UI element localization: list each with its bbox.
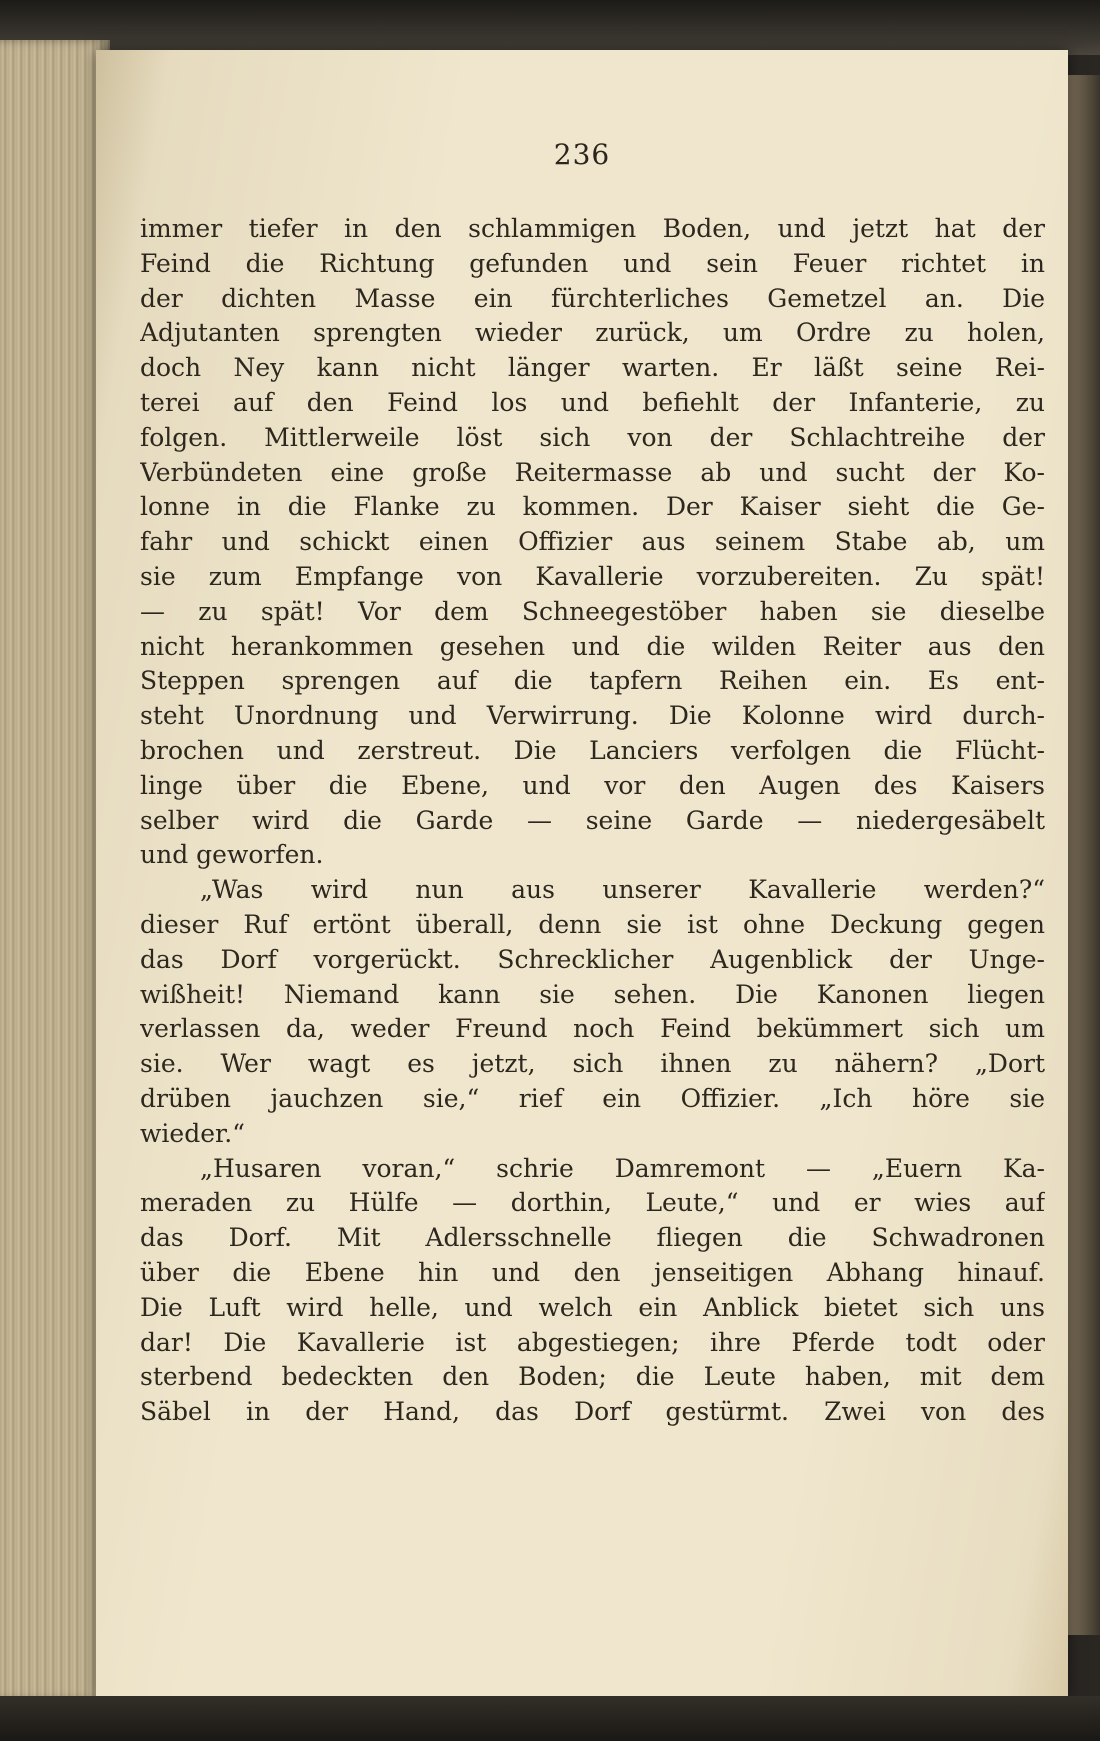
text-line: Die Luft wird helle, und welch ein Anblick bietet sich uns bbox=[140, 1292, 1045, 1322]
text-line: Feind die Richtung gefunden und sein Feuer richtet in bbox=[140, 248, 1045, 278]
text-line: „Was wird nun aus unserer Kavallerie werden?“ bbox=[200, 875, 1045, 905]
text-line: dieser Ruf ertönt überall, denn sie ist ohne Deckung gegen bbox=[140, 909, 1045, 939]
text-line: wißheit! Niemand kann sie sehen. Die Kanonen liegen bbox=[140, 979, 1045, 1009]
bottom-edge bbox=[0, 1696, 1100, 1741]
text-line: Adjutanten sprengten wieder zurück, um Ordre zu holen, bbox=[140, 318, 1045, 348]
text-line: sterbend bedeckten den Boden; die Leute haben, mit dem bbox=[140, 1362, 1045, 1392]
text-line: selber wird die Garde — seine Garde — niedergesäbelt bbox=[140, 805, 1045, 835]
text-line: steht Unordnung und Verwirrung. Die Kolonne wird durch- bbox=[140, 701, 1045, 731]
text-line: Säbel in der Hand, das Dorf gestürmt. Zwei von des bbox=[140, 1397, 1045, 1427]
text-line: „Husaren voran,“ schrie Damremont — „Euern Ka- bbox=[200, 1153, 1045, 1183]
text-line: drüben jauchzen sie,“ rief ein Offizier. „Ich höre sie bbox=[140, 1083, 1045, 1113]
text-line: nicht herankommen gesehen und die wilden Reiter aus den bbox=[140, 631, 1045, 661]
body-text bbox=[140, 212, 1045, 1430]
text-line: wieder.“ bbox=[140, 1118, 245, 1148]
text-line: über die Ebene hin und den jenseitigen Abhang hinauf. bbox=[140, 1257, 1045, 1287]
text-line: der dichten Masse ein fürchterliches Gemetzel an. Die bbox=[140, 283, 1045, 313]
text-line: linge über die Ebene, und vor den Augen des Kaisers bbox=[140, 770, 1045, 800]
text-line: Verbündeten eine große Reitermasse ab und sucht der Ko- bbox=[140, 457, 1045, 487]
text-line: brochen und zerstreut. Die Lanciers verfolgen die Flücht- bbox=[140, 735, 1045, 765]
text-line: dar! Die Kavallerie ist abgestiegen; ihre Pferde todt oder bbox=[140, 1327, 1045, 1357]
text-line: sie. Wer wagt es jetzt, sich ihnen zu nähern? „Dort bbox=[140, 1049, 1045, 1079]
binding-top-edge bbox=[0, 0, 1100, 55]
text-line: immer tiefer in den schlammigen Boden, und jetzt hat der bbox=[140, 214, 1045, 243]
text-line: folgen. Mittlerweile löst sich von der Schlachtreihe der bbox=[140, 422, 1045, 452]
text-line: und geworfen. bbox=[140, 840, 324, 870]
text-line: das Dorf. Mit Adlersschnelle fliegen die Schwadronen bbox=[140, 1223, 1045, 1253]
text-line: Steppen sprengen auf die tapfern Reihen ein. Es ent- bbox=[140, 666, 1045, 696]
page-number: 236 bbox=[553, 138, 611, 171]
text-line: meraden zu Hülfe — dorthin, Leute,“ und er wies auf bbox=[140, 1188, 1045, 1218]
text-line: fahr und schickt einen Offizier aus seinem Stabe ab, um bbox=[140, 527, 1045, 557]
text-line: doch Ney kann nicht länger warten. Er läßt seine Rei- bbox=[140, 353, 1045, 383]
text-line: sie zum Empfange von Kavallerie vorzubereiten. Zu spät! bbox=[140, 561, 1045, 591]
text-line: verlassen da, weder Freund noch Feind bekümmert sich um bbox=[140, 1014, 1045, 1044]
page-stack-left bbox=[0, 40, 110, 1700]
text-line: — zu spät! Vor dem Schneegestöber haben sie dieselbe bbox=[140, 596, 1045, 626]
text-line: terei auf den Feind los und befiehlt der Infanterie, zu bbox=[140, 387, 1045, 417]
text-line: lonne in die Flanke zu kommen. Der Kaiser sieht die Ge- bbox=[140, 492, 1045, 522]
text-line: das Dorf vorgerückt. Schrecklicher Augenblick der Unge- bbox=[140, 944, 1045, 974]
